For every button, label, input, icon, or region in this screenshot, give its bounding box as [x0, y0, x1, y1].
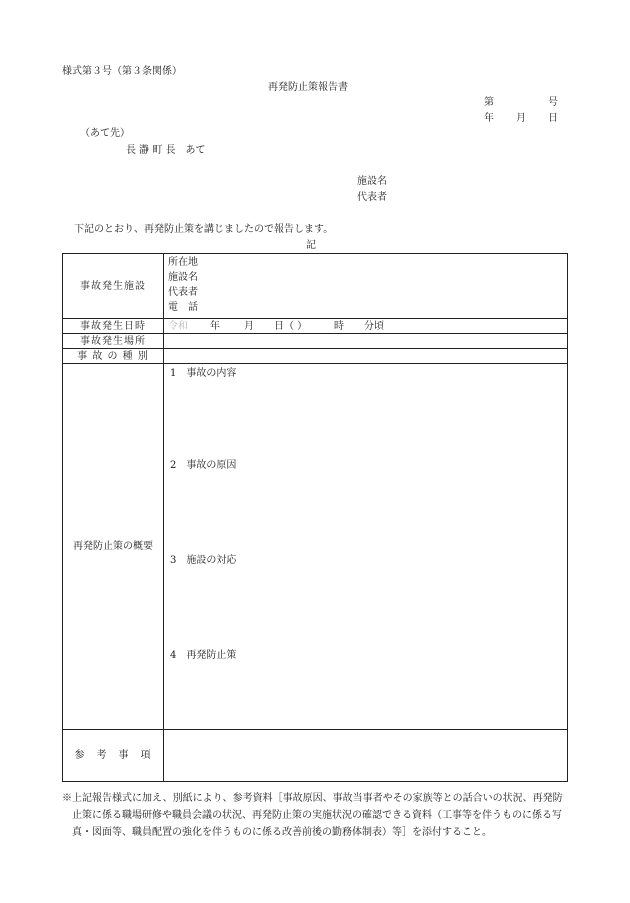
footnote-line-1: ※上記報告様式に加え、別紙により、参考資料［事故原因、事故当事者やその家族等との話合いの状況、再発防: [62, 793, 563, 804]
ref-year: 年: [484, 113, 494, 124]
page-title: 再発防止策報告書: [268, 82, 348, 93]
reference-label: 参 考 事 項: [63, 730, 164, 782]
hour-text: 時: [334, 320, 344, 332]
place-label: 事故発生場所: [63, 334, 164, 349]
footnote-line-2: 止策に係る職場研修や職員会議の状況、再発防止策の実施状況の確認できる資料（工事等を伴うものに係る写: [72, 810, 562, 821]
day-text: 日（ ）: [274, 320, 308, 332]
summary-label: 再発防止策の概要: [63, 364, 164, 730]
footnote-line-3: 真・図面等、職員配置の強化を伴うものに係る改善前後の勤務体制表）等］を添付すること。: [72, 827, 492, 838]
type-label: 事 故 の 種 別: [63, 349, 164, 364]
address-label: 所在地: [168, 257, 198, 268]
summary-item-content: 1 事故の内容: [170, 368, 237, 379]
summary-item-prevention: 4 再発防止策: [170, 650, 237, 661]
era-text: 令和: [168, 320, 188, 332]
year-text: 年: [210, 320, 220, 332]
facility-name-field-label: 施設名: [168, 272, 198, 283]
addressee: 長 瀞 町 長 あて: [126, 145, 206, 156]
facility-name-label: 施設名: [357, 176, 387, 187]
addressee-label: （あて先）: [80, 128, 130, 139]
month-text: 月: [244, 320, 254, 332]
row-facility: [63, 254, 568, 319]
row-place: [63, 334, 568, 349]
representative-field-label: 代表者: [168, 287, 198, 298]
ref-go: 号: [548, 97, 558, 108]
row-reference: [63, 730, 568, 782]
datetime-label: 事故発生日時: [63, 319, 164, 334]
datetime-cell[interactable]: [164, 319, 568, 334]
ki-heading: 記: [306, 240, 316, 251]
facility-cell[interactable]: [164, 254, 568, 319]
form-number: 様式第３号（第３条関係）: [62, 66, 182, 77]
footnote: [62, 790, 572, 841]
ref-day: 日: [548, 113, 558, 124]
phone-label: 電 話: [168, 302, 198, 313]
type-cell[interactable]: [164, 349, 568, 364]
representative-label: 代表者: [357, 192, 387, 203]
place-cell[interactable]: [164, 334, 568, 349]
minute-text: 分頃: [364, 320, 384, 332]
summary-cell[interactable]: [164, 364, 568, 730]
row-datetime: [63, 319, 568, 334]
intro-text: 下記のとおり、再発防止策を講じましたので報告します。: [74, 224, 334, 235]
row-type: [63, 349, 568, 364]
summary-item-cause: 2 事故の原因: [170, 460, 237, 471]
facility-label: 事故発生施設: [63, 254, 164, 319]
ref-month: 月: [516, 113, 526, 124]
reference-cell[interactable]: [164, 730, 568, 782]
report-table: [62, 253, 568, 782]
summary-item-response: 3 施設の対応: [170, 555, 237, 566]
row-summary: [63, 364, 568, 730]
ref-dai: 第: [484, 97, 494, 108]
